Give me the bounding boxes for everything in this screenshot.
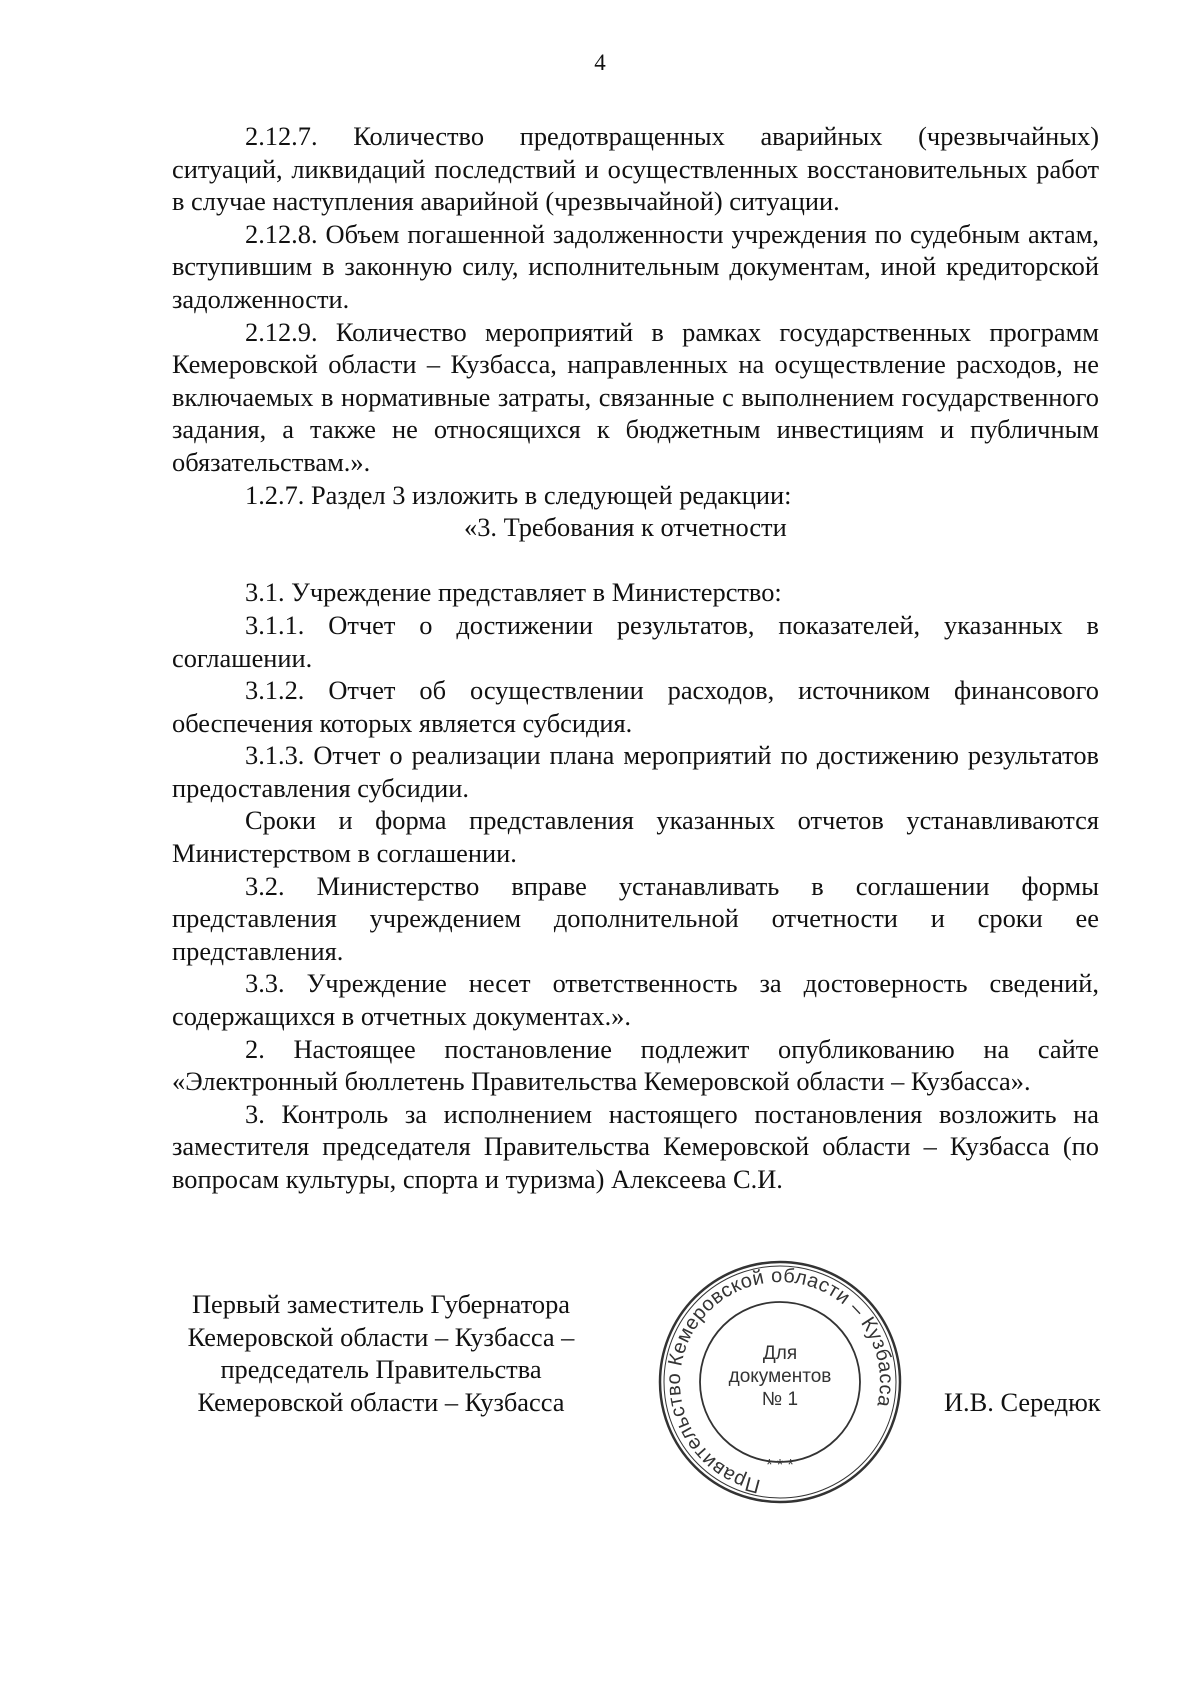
paragraph-3-1: 3.1. Учреждение представляет в Министерство: — [245, 577, 782, 608]
signatory-title-line: Кемеровской области – Кузбасса – — [187, 1321, 575, 1352]
paragraph-2-12-9: 2.12.9. Количество мероприятий в рамках государственных программ Кемеровской области – Кузбасса, направленных на осуществление расходов, не включаемых в нормативные затраты, связанные с выполнением государственного задания, а также не относящихся к бюджетным инвестициям и публичным обязательствам.». — [172, 316, 1099, 477]
signatory-name: И.В. Середюк — [944, 1387, 1101, 1417]
paragraph-3-1-1: 3.1.1. Отчет о достижении результатов, показателей, указанных в соглашении. — [172, 609, 1099, 673]
signatory-title-line: Кемеровской области – Кузбасса — [197, 1386, 565, 1417]
paragraph-3-control: 3. Контроль за исполнением настоящего постановления возложить на заместителя председателя Правительства Кемеровской области – Кузбасса (по вопросам культуры, спорта и туризма) Алексеева С.И. — [172, 1098, 1099, 1194]
paragraph-2-publication: 2. Настоящее постановление подлежит опубликованию на сайте «Электронный бюллетень Правительства Кемеровской области – Кузбасса». — [172, 1033, 1099, 1097]
paragraph-2-12-8: 2.12.8. Объем погашенной задолженности учреждения по судебным актам, вступившим в законную силу, исполнительным документам, иной кредиторской задолженности. — [172, 218, 1099, 314]
seal-center-text — [695, 1342, 865, 1411]
signatory-title-line: Первый заместитель Губернатора — [191, 1289, 571, 1319]
official-seal — [655, 1257, 905, 1507]
seal-ring-textpath: Правительство Кемеровской области – Кузбасса — [662, 1264, 898, 1497]
paragraph-3-2: 3.2. Министерство вправе устанавливать в соглашении формы представления учреждением дополнительной отчетности и сроки ее представления. — [172, 870, 1099, 966]
page-number: 4 — [594, 50, 606, 75]
seal-center-line: Для — [762, 1343, 798, 1364]
paragraph-3-1-2: 3.1.2. Отчет об осуществлении расходов, источником финансового обеспечения которых является субсидия. — [172, 675, 1099, 738]
section-3-heading: «3. Требования к отчетности — [464, 512, 787, 543]
signatory-title-line: председатель Правительства — [220, 1354, 542, 1384]
seal-center-line: документов — [728, 1366, 832, 1387]
seal-stars: * * * — [766, 1457, 794, 1474]
paragraph-3-1-3: 3.1.3. Отчет о реализации плана мероприятий по достижению результатов предоставления субсидии. — [172, 740, 1099, 803]
signatory-title — [172, 1288, 590, 1418]
paragraph-3-3: 3.3. Учреждение несет ответственность за достоверность сведений, содержащихся в отчетных документах.». — [172, 968, 1099, 1032]
paragraph-deadlines: Сроки и форма представления указанных отчетов устанавливаются Министерством в соглашении. — [172, 805, 1099, 869]
seal-center-line: № 1 — [761, 1389, 799, 1410]
paragraph-1-2-7: 1.2.7. Раздел 3 изложить в следующей редакции: — [245, 479, 792, 510]
document-body — [172, 120, 1099, 1196]
paragraph-2-12-7: 2.12.7. Количество предотвращенных аварийных (чрезвычайных) ситуаций, ликвидаций последствий и осуществленных восстановительных работ в случае наступления аварийной (чрезвычайной) ситуации. — [172, 121, 1099, 217]
